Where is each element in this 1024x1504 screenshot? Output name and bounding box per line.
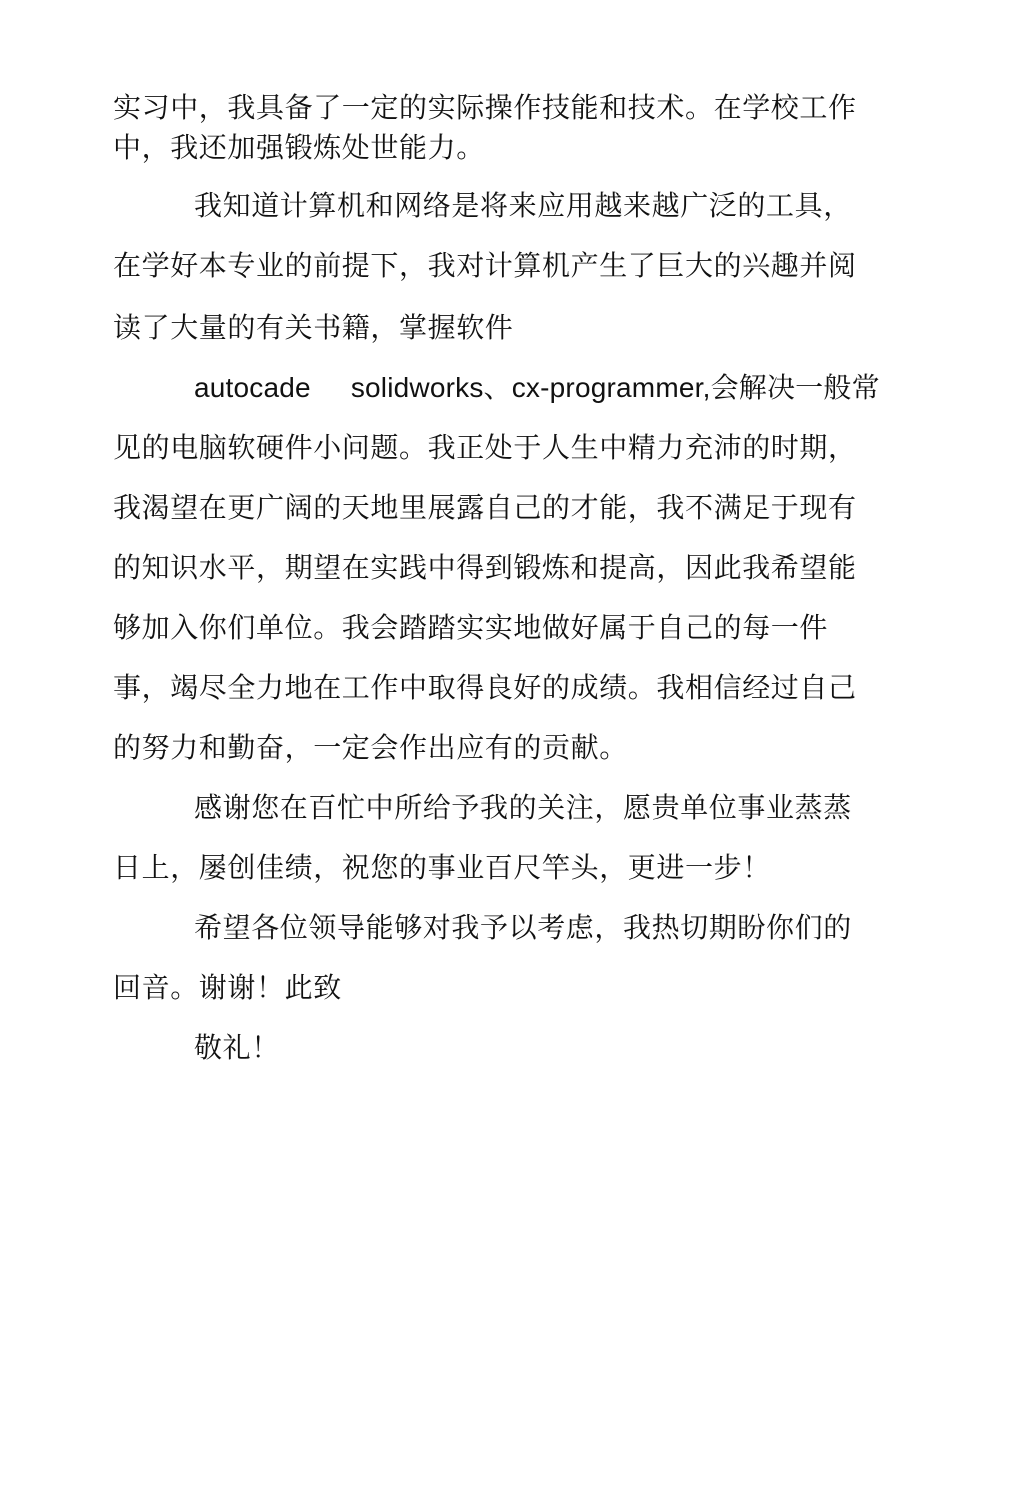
text-line-15: 希望各位领导能够对我予以考虑，我热切期盼你们的	[194, 911, 852, 944]
software-line-part1: autocade	[194, 372, 311, 403]
text-line-2: 中，我还加强锻炼处世能力。	[113, 131, 485, 164]
software-line-part2: solidworks、cx-programmer,会解决一般常	[350, 372, 880, 403]
text-line-1: 实习中，我具备了一定的实际操作技能和技术。在学校工作	[113, 91, 857, 124]
text-line-12: 的努力和勤奋，一定会作出应有的贡献。	[113, 731, 628, 764]
software-line	[194, 372, 880, 404]
text-line-3: 我知道计算机和网络是将来应用越来越广泛的工具，	[194, 189, 852, 222]
text-line-14: 日上，屡创佳绩，祝您的事业百尺竿头，更进一步！	[113, 851, 771, 884]
text-line-16: 回音。谢谢！此致	[113, 971, 342, 1004]
text-line-13: 感谢您在百忙中所给予我的关注，愿贵单位事业蒸蒸	[194, 791, 852, 824]
closing-salutation: 敬礼！	[194, 1031, 280, 1064]
text-line-7: 见的电脑软硬件小问题。我正处于人生中精力充沛的时期，	[113, 431, 857, 464]
text-line-5: 读了大量的有关书籍，掌握软件	[113, 311, 514, 344]
text-line-11: 事，竭尽全力地在工作中取得良好的成绩。我相信经过自己	[113, 671, 857, 704]
text-line-9: 的知识水平，期望在实践中得到锻炼和提高，因此我希望能	[113, 551, 857, 584]
text-line-10: 够加入你们单位。我会踏踏实实地做好属于自己的每一件	[113, 611, 829, 644]
text-line-4: 在学好本专业的前提下，我对计算机产生了巨大的兴趣并阅	[113, 249, 857, 282]
text-line-8: 我渴望在更广阔的天地里展露自己的才能，我不满足于现有	[113, 491, 857, 524]
